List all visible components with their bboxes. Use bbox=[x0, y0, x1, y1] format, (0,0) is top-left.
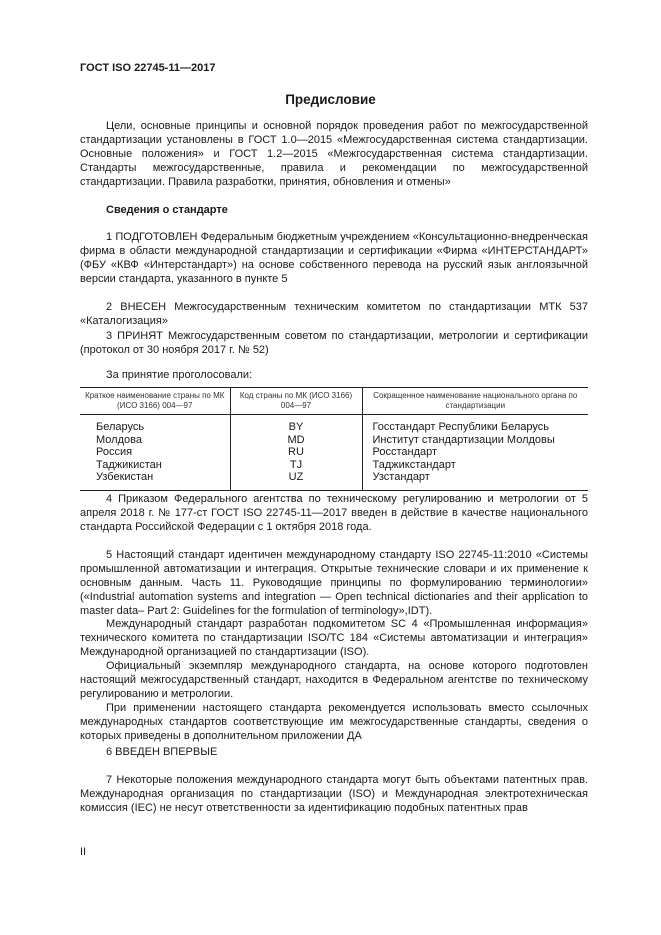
code-cell: UZ bbox=[230, 471, 362, 490]
table-header-code: Код страны по МК (ИСО 3166) 004—97 bbox=[230, 388, 362, 415]
item-3: 3 ПРИНЯТ Межгосударственным советом по стандартизации, метрологии и сертификации (протокол от 30 ноября 2017 г. № 52) bbox=[80, 330, 588, 356]
country-cell: Узбекистан bbox=[80, 471, 230, 490]
item-5-official-copy: Официальный экземпляр международного стандарта, на основе которого подготовлен настоящий межгосударственный стандарт, находится в Федеральном агентстве по техническому регулированию и метрологии. bbox=[80, 660, 588, 700]
table-row bbox=[80, 459, 588, 472]
code-cell: BY bbox=[230, 415, 362, 434]
body-cell: Институт стандартизации Молдовы bbox=[362, 434, 588, 447]
intro-paragraph: Цели, основные принципы и основной порядок проведения работ по межгосударственной стандартизации установлены в ГОСТ 1.0—2015 «Межгосударственная система стандартизации. Основные положения» и ГОСТ 1.2—2015 «Межгосударственная система стандартизации. Стандарты межгосударственные, правила и рекомендации по межгосударственной стандартизации. Правила разработки, принятия, обновления и отмены» bbox=[80, 120, 588, 188]
country-cell: Таджикистан bbox=[96, 458, 162, 471]
body-cell: Таджикстандарт bbox=[362, 459, 588, 472]
item-6: 6 ВВЕДЕН ВПЕРВЫЕ bbox=[106, 746, 218, 758]
country-cell: Молдова bbox=[96, 433, 142, 446]
item-7: 7 Некоторые положения международного стандарта могут быть объектами патентных прав. Международная организация по стандартизации (ISO) и Международная электротехническая комиссия (IEC) не несут ответственности за идентификацию подобных патентных прав bbox=[80, 774, 588, 814]
code-cell: TJ bbox=[230, 459, 362, 472]
table-header-body: Сокращенное наименование национального органа по стандартизации bbox=[362, 388, 588, 415]
item-4: 4 Приказом Федерального агентства по техническому регулированию и метрологии от 5 апреля 2018 г. № 177-ст ГОСТ ISO 22745-11—2017 введен в действие в качестве национального стандарта Российской Федерации с 1 октября 2018 года. bbox=[80, 493, 588, 533]
code-cell: RU bbox=[230, 446, 362, 459]
item-1: 1 ПОДГОТОВЛЕН Федеральным бюджетным учреждением «Консультационно-внедренческая фирма в области международной стандартизации и сертификации «Фирма «ИНТЕРСТАНДАРТ» (ФБУ «КВФ «Интерстандарт») на основе собственного перевода на русский язык англоязычной версии стандарта, указанного в пункте 5 bbox=[80, 231, 588, 285]
item-2: 2 ВНЕСЕН Межгосударственным техническим комитетом по стандартизации МТК 537 «Каталогизация» bbox=[80, 301, 588, 327]
table-row bbox=[80, 471, 588, 490]
body-cell: Госстандарт Республики Беларусь bbox=[362, 415, 588, 434]
table-row bbox=[80, 446, 588, 459]
item-5: 5 Настоящий стандарт идентичен международному стандарту ISO 22745-11:2010 «Системы промышленной автоматизации и интеграция. Открытые технические словари и их применение к основным данным. Часть 11. Руководящие принципы по формулированию терминологии» («Industrial automation systems and integration — Open technical dictionaries and their application to master data– Part 2: Guidelines for the formulation of terminology»,IDT). bbox=[80, 549, 588, 617]
table-row bbox=[80, 434, 588, 447]
document-header: ГОСТ ISO 22745-11—2017 bbox=[80, 62, 216, 74]
section-title: Сведения о стандарте bbox=[106, 204, 228, 216]
item-5-usage-note: При применении настоящего стандарта рекомендуется использовать вместо ссылочных международных стандартов соответствующие им межгосударственные стандарты, сведения о которых приведены в дополнительном приложении ДА bbox=[80, 702, 588, 742]
item-5-committee: Международный стандарт разработан подкомитетом SC 4 «Промышленная информация» технического комитета по стандартизации ISO/TC 184 «Системы автоматизации и интеграция» Международной организацией по стандартизации (ISO). bbox=[80, 618, 588, 658]
table-row bbox=[80, 415, 588, 434]
voted-label: За принятие проголосовали: bbox=[106, 369, 253, 381]
code-cell: MD bbox=[230, 434, 362, 447]
page-number: II bbox=[80, 846, 87, 858]
country-cell: Россия bbox=[96, 446, 133, 458]
page-title: Предисловие bbox=[285, 92, 376, 107]
country-cell: Беларусь bbox=[96, 421, 145, 433]
voting-table bbox=[80, 387, 588, 491]
body-cell: Узстандарт bbox=[362, 471, 588, 490]
body-cell: Росстандарт bbox=[362, 446, 588, 459]
table-header-country: Краткое наименование страны по МК (ИСО 3166) 004—97 bbox=[80, 388, 230, 415]
